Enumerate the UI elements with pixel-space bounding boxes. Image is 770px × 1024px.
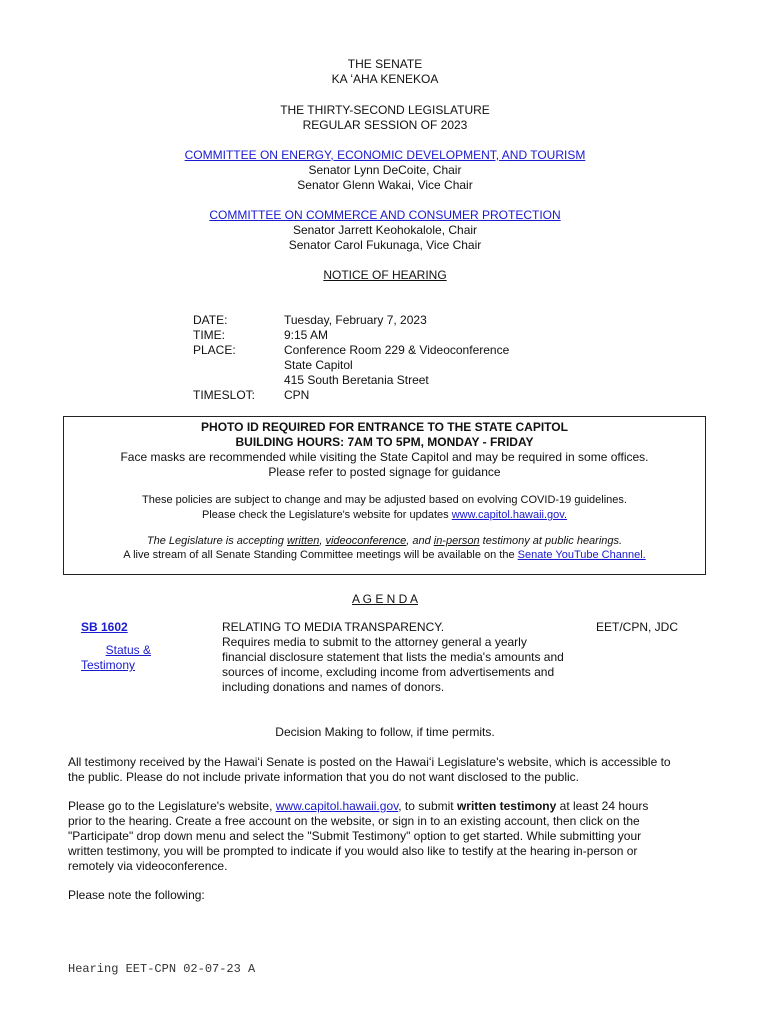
website-instructions-line: remotely via videoconference. <box>68 859 228 873</box>
testimony-public-notice-line: the public. Please do not include private information that you do not want disclosed to the public. <box>68 770 579 784</box>
session-title: REGULAR SESSION OF 2023 <box>302 118 468 132</box>
document-footer: Hearing EET-CPN 02-07-23 A <box>68 962 256 976</box>
senate-title: THE SENATE <box>347 57 423 71</box>
policy-website-line <box>64 508 705 523</box>
place-line-1: Conference Room 229 & Videoconference <box>284 343 510 357</box>
website-instructions-prefix: Please go to the Legislature's website, <box>68 799 276 813</box>
committee-cpn-link[interactable]: COMMITTEE ON COMMERCE AND CONSUMER PROTECTION <box>209 208 561 222</box>
bill-description-line: including donations and names of donors. <box>222 680 445 694</box>
bill-description-line: Requires media to submit to the attorney general a yearly <box>222 635 527 649</box>
testimony-modes-text: The Legislature is accepting <box>146 535 287 547</box>
website-instructions-middle: , to submit <box>398 799 457 813</box>
capitol-website-link-2[interactable]: www.capitol.hawaii.gov <box>275 799 399 813</box>
bill-referral: EET/CPN, JDC <box>596 620 679 634</box>
status-testimony-link-block <box>81 643 151 658</box>
face-mask-notice: Face masks are recommended while visiting the State Capitol and may be required in some offices. <box>120 450 649 464</box>
website-instructions-line: prior to the hearing. Create a free account on the website, or sign in to an existing account, then click on the <box>68 814 640 828</box>
capitol-website-link[interactable]: www.capitol.hawaii.gov. <box>451 509 568 521</box>
decision-making-note: Decision Making to follow, if time permits. <box>275 725 495 739</box>
committee-eet-link[interactable]: COMMITTEE ON ENERGY, ECONOMIC DEVELOPMENT, AND TOURISM <box>184 148 586 162</box>
notice-of-hearing-title: NOTICE OF HEARING <box>323 268 447 282</box>
place-line-2: State Capitol <box>284 358 353 372</box>
website-instructions-suffix: at least 24 hours <box>556 799 649 813</box>
testimony-public-notice-line: All testimony received by the Hawaiʻi Senate is posted on the Hawaiʻi Legislature's website, which is accessible to <box>68 755 671 769</box>
senate-hawaiian-title: KA ʻAHA KENEKOA <box>331 72 439 86</box>
bill-description-line: financial disclosure statement that lists the media's amounts and <box>222 650 564 664</box>
policy-website-text: Please check the Legislature's website for updates <box>201 509 452 521</box>
policy-notice: These policies are subject to change and may be adjusted based on evolving COVID-19 guidelines. <box>142 494 627 506</box>
legislature-title: THE THIRTY-SECOND LEGISLATURE <box>280 103 490 117</box>
website-instructions-line <box>68 799 708 814</box>
livestream-text: A live stream of all Senate Standing Committee meetings will be available on the <box>123 549 518 561</box>
in-person-mode: in-person <box>433 535 480 547</box>
date-label: DATE: <box>193 313 228 327</box>
written-testimony-emphasis: written testimony <box>456 799 557 813</box>
place-line-3: 415 South Beretania Street <box>284 373 429 387</box>
timeslot-label: TIMESLOT: <box>193 388 256 402</box>
status-testimony-link-line2[interactable]: Testimony <box>81 658 136 672</box>
time-label: TIME: <box>193 328 225 342</box>
separator: , <box>319 535 326 547</box>
notice-box <box>63 416 706 575</box>
senate-youtube-link[interactable]: Senate YouTube Channel. <box>517 549 646 561</box>
building-hours-notice: BUILDING HOURS: 7AM TO 5PM, MONDAY - FRIDAY <box>235 435 534 449</box>
website-instructions-line: "Participate" drop down menu and select the "Submit Testimony" option to get started. While submitting your <box>68 829 642 843</box>
signage-notice: Please refer to posted signage for guidance <box>268 465 501 479</box>
please-note-heading: Please note the following: <box>68 888 205 902</box>
time-value: 9:15 AM <box>284 328 329 342</box>
separator: , and <box>406 535 434 547</box>
testimony-modes-line <box>64 534 705 549</box>
agenda-title: A G E N D A <box>351 592 419 606</box>
committee-cpn-vice-chair: Senator Carol Fukunaga, Vice Chair <box>288 238 482 252</box>
bill-title: RELATING TO MEDIA TRANSPARENCY. <box>222 620 445 634</box>
bill-description-line: sources of income, excluding income from advertisements and <box>222 665 555 679</box>
place-label: PLACE: <box>193 343 236 357</box>
committee-cpn-chair: Senator Jarrett Keohokalole, Chair <box>292 223 478 237</box>
photo-id-notice: PHOTO ID REQUIRED FOR ENTRANCE TO THE STATE CAPITOL <box>201 420 568 434</box>
livestream-line <box>64 548 705 563</box>
date-value: Tuesday, February 7, 2023 <box>284 313 427 327</box>
videoconference-mode: videoconference <box>325 535 407 547</box>
committee-eet-vice-chair: Senator Glenn Wakai, Vice Chair <box>297 178 473 192</box>
website-instructions-line: written testimony, you will be prompted to indicate if you would also like to testify at the hearing in-person or <box>68 844 638 858</box>
status-testimony-link-line1[interactable]: Status & <box>105 643 151 657</box>
committee-eet-chair: Senator Lynn DeCoite, Chair <box>308 163 462 177</box>
timeslot-value: CPN <box>284 388 310 402</box>
bill-sb1602-link[interactable]: SB 1602 <box>81 620 128 634</box>
written-mode: written <box>286 535 320 547</box>
testimony-modes-suffix: testimony at public hearings. <box>479 535 623 547</box>
